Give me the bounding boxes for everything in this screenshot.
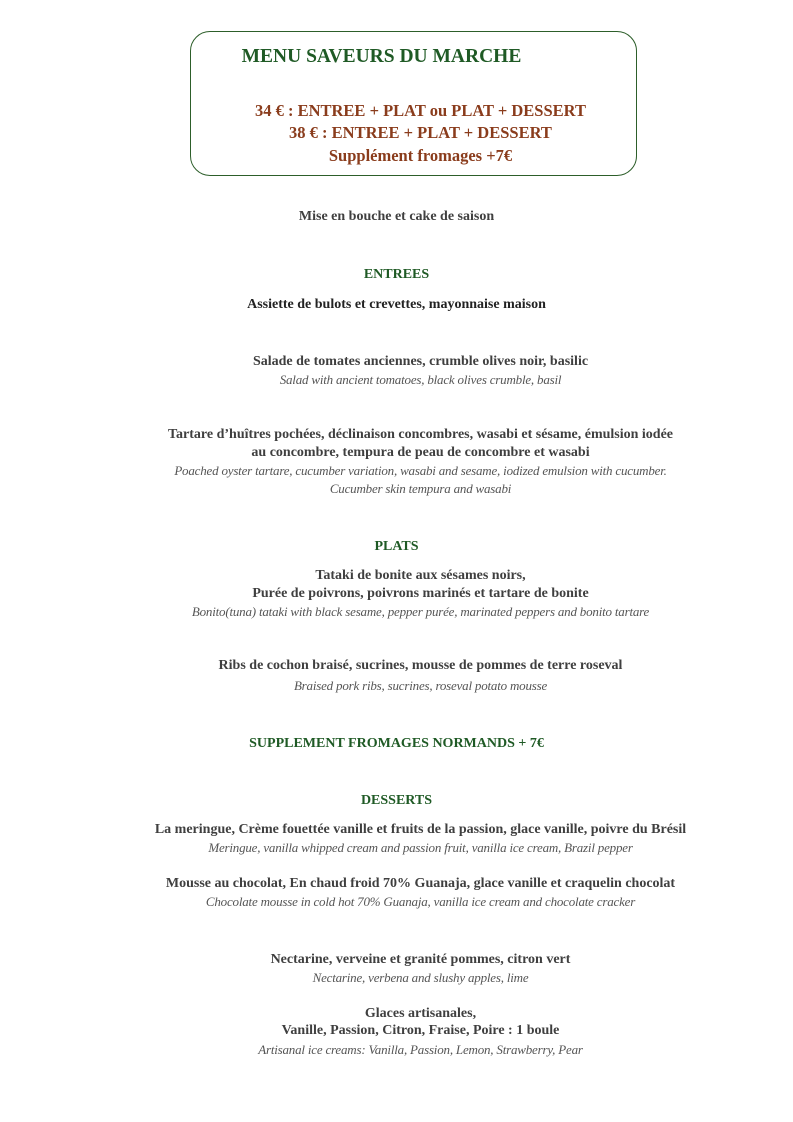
dish-fr: Nectarine, verveine et granité pommes, citron vert [270, 952, 571, 967]
dish-en: Artisanal ice creams: Vanilla, Passion, Lemon, Strawberry, Pear [258, 1042, 583, 1057]
menu-title: MENU SAVEURS DU MARCHE [241, 46, 522, 67]
dish-en: Meringue, vanilla whipped cream and passion fruit, vanilla ice cream, Brazil pepper [208, 840, 633, 855]
dish-fr: Glaces artisanales, [364, 1006, 477, 1021]
dish-fr: au concombre, tempura de peau de concombre et wasabi [251, 445, 590, 460]
dish-en: Chocolate mousse in cold hot 70% Guanaja, vanilla ice cream and chocolate cracker [205, 894, 636, 909]
dish-fr: Tartare d’huîtres pochées, déclinaison concombres, wasabi et sésame, émulsion iodée [167, 427, 674, 442]
dish-fr: Mousse au chocolat, En chaud froid 70% Guanaja, glace vanille et craquelin chocolat [165, 876, 676, 891]
dish-en: Nectarine, verbena and slushy apples, lime [312, 970, 529, 985]
price-line: 34 € : ENTREE + PLAT ou PLAT + DESSERT [254, 101, 587, 120]
section-heading-entrees: ENTREES [363, 267, 430, 282]
dish-fr: Purée de poivrons, poivrons marinés et tartare de bonite [252, 586, 589, 601]
price-line: 38 € : ENTREE + PLAT + DESSERT [289, 123, 552, 142]
amuse-bouche: Mise en bouche et cake de saison [298, 209, 495, 224]
dish-en: Salad with ancient tomatoes, black olives crumble, basil [279, 372, 562, 387]
dish-en: Cucumber skin tempura and wasabi [329, 481, 512, 496]
cheese-supplement: SUPPLEMENT FROMAGES NORMANDS + 7€ [249, 736, 544, 751]
dish-fr: Ribs de cochon braisé, sucrines, mousse de pommes de terre roseval [218, 658, 623, 673]
dish-fr: Salade de tomates anciennes, crumble olives noir, basilic [252, 354, 589, 369]
dish-en: Poached oyster tartare, cucumber variation, wasabi and sesame, iodized emulsion with cucumber. [174, 463, 667, 478]
dish-en: Braised pork ribs, sucrines, roseval potato mousse [293, 678, 548, 693]
dish-fr: La meringue, Crème fouettée vanille et fruits de la passion, glace vanille, poivre du Brésil [154, 822, 687, 837]
price-line: Supplément fromages +7€ [328, 146, 513, 165]
dish-fr: Tataki de bonite aux sésames noirs, [315, 568, 526, 583]
section-heading-desserts: DESSERTS [360, 793, 433, 808]
dish-en: Bonito(tuna) tataki with black sesame, pepper purée, marinated peppers and bonito tartare [191, 604, 650, 619]
section-heading-plats: PLATS [374, 539, 419, 554]
dish-fr: Assiette de bulots et crevettes, mayonnaise maison [247, 297, 546, 312]
dish-fr: Vanille, Passion, Citron, Fraise, Poire : 1 boule [281, 1023, 560, 1038]
